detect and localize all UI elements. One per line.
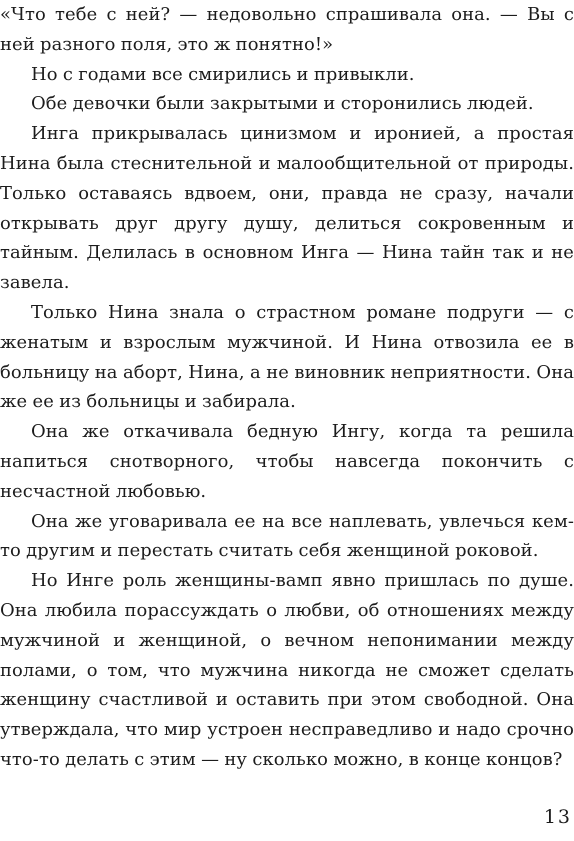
paragraph: Она же уговаривала ее на все наплевать, увлечься кем-то другим и перестать считать себя женщиной роковой. (0, 510, 574, 562)
paragraph: Обе девочки были закрытыми и сторонились людей. (31, 93, 534, 115)
paragraph: Но Инге роль женщины-вамп явно пришлась по душе. Она любила порассуждать о любви, об отношениях между мужчиной и женщиной, о вечном непонимании между полами, о том, что мужчина никогда не сможет сделать женщину счастливой и оставить при этом свободной. Она утверждала, что мир устроен несправедливо и надо срочно что-то делать с этим — ну сколько можно, в конце концов? (0, 570, 574, 770)
paragraph: Только Нина знала о страстном романе подруги — с женатым и взрослым мужчиной. И Нина отвозила ее в больницу на аборт, Нина, а не виновник неприятности. Она же ее из больницы и забирала. (0, 301, 574, 413)
page-number: 13 (543, 806, 572, 828)
paragraph: Она же откачивала бедную Ингу, когда та решила напиться снотворного, чтобы навсегда покончить с несчастной любовью. (0, 421, 574, 502)
paragraph: Инга прикрывалась цинизмом и иронией, а простая Нина была стеснительной и малообщительной от природы. Только оставаясь вдвоем, они, правда не сразу, начали открывать друг другу душу, делиться сокровенным и тайным. Делилась в основном Инга — Нина тайн так и не завела. (0, 123, 574, 294)
paragraph: Но с годами все смирились и привыкли. (31, 63, 415, 85)
paragraph-continued: «Что тебе с ней? — недовольно спрашивала она. — Вы с ней разного поля, это ж понятно!» (0, 4, 574, 55)
